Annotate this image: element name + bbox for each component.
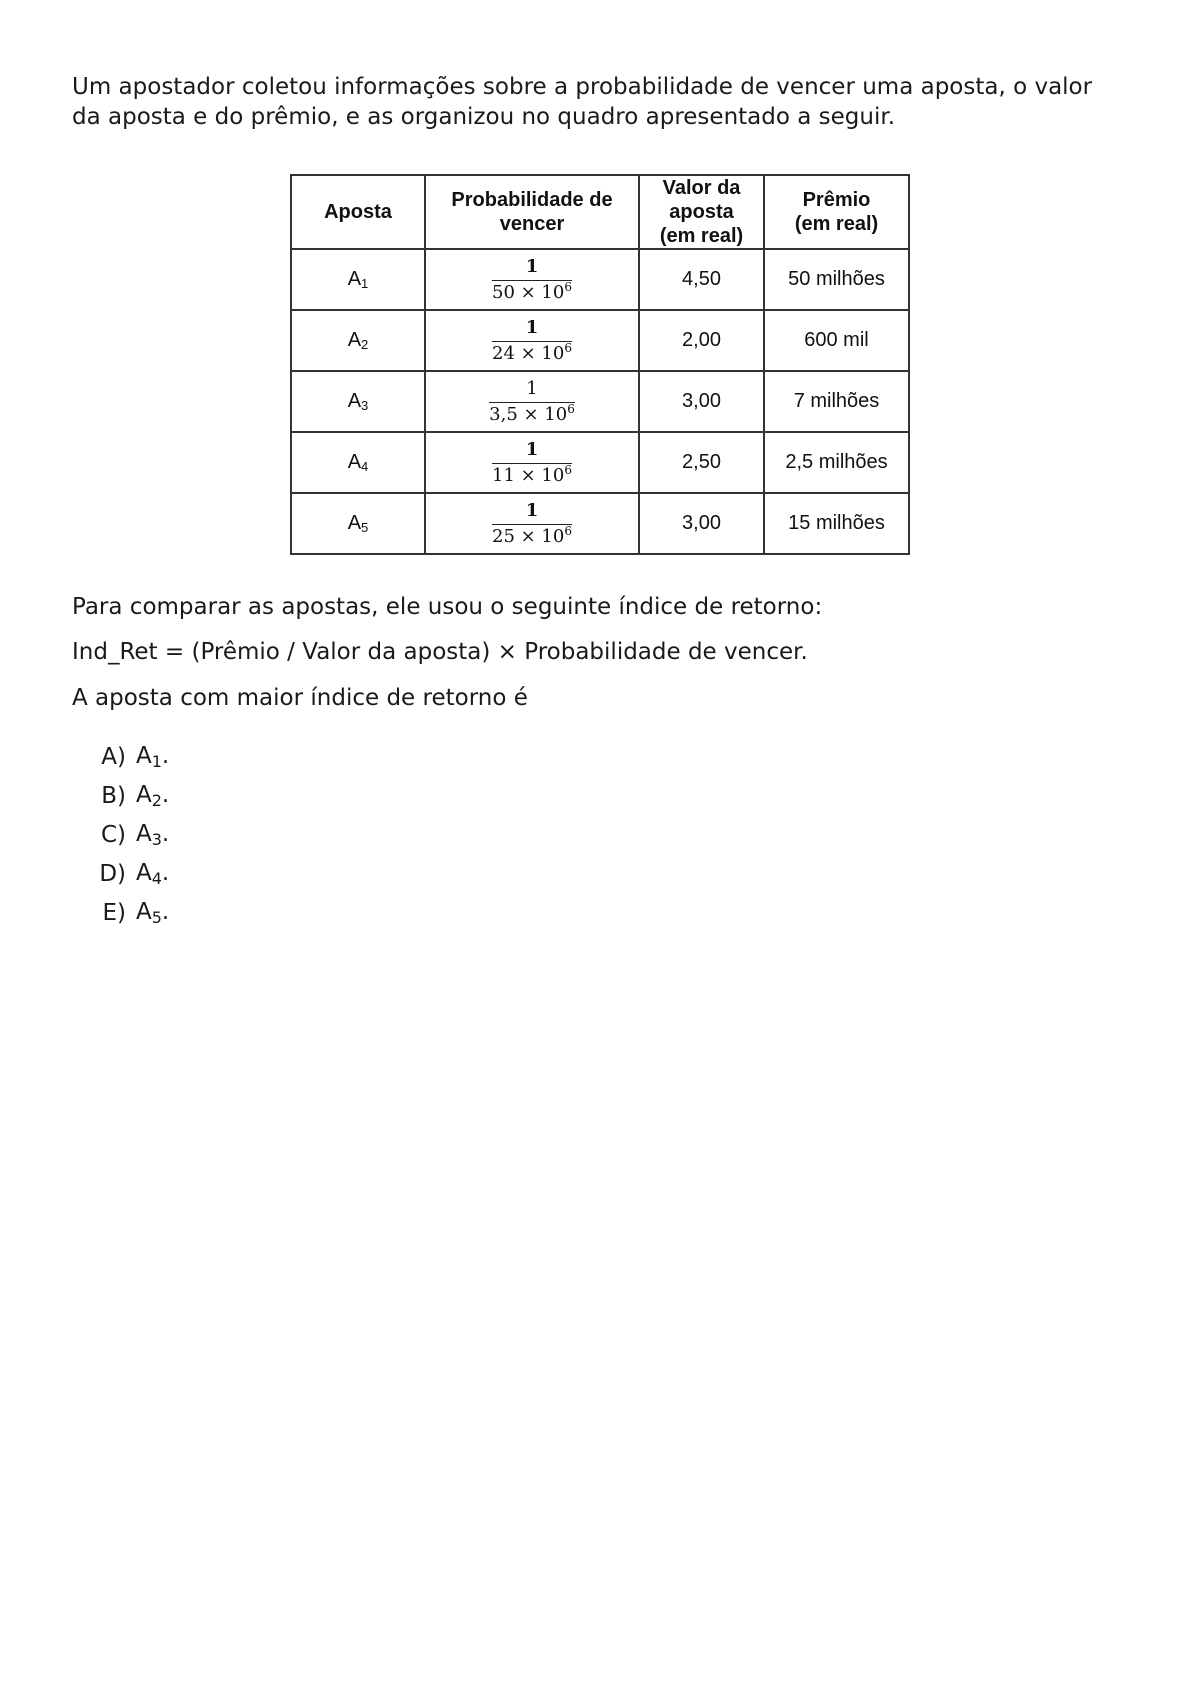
valor-cell: 4,50 xyxy=(639,249,764,310)
valor-cell: 2,50 xyxy=(639,432,764,493)
option-subscript: 3 xyxy=(151,829,162,849)
denominator-exponent: 6 xyxy=(564,463,572,477)
bet-name-cell xyxy=(291,493,425,554)
option-base: A xyxy=(136,859,152,886)
bet-name-cell xyxy=(291,249,425,310)
fraction-denominator xyxy=(492,526,572,548)
fraction-bar xyxy=(492,280,572,281)
denominator-base: 24 × 10 xyxy=(492,343,565,364)
denominator-base: 50 × 10 xyxy=(492,282,565,303)
bet-subscript: 3 xyxy=(361,398,369,413)
premio-cell: 7 milhões xyxy=(764,371,909,432)
option-letter: E) xyxy=(102,899,126,926)
valor-cell: 2,00 xyxy=(639,310,764,371)
option-suffix: . xyxy=(161,898,170,925)
denominator-base: 3,5 × 10 xyxy=(489,404,568,425)
denominator-base: 25 × 10 xyxy=(492,526,565,547)
premio-cell: 15 milhões xyxy=(764,493,909,554)
header-premio-line2: (em real) xyxy=(794,213,879,235)
fraction-numerator: 1 xyxy=(526,378,538,399)
probability-cell xyxy=(425,493,639,554)
header-probabilidade-line2: vencer xyxy=(499,213,565,235)
question-stem: A aposta com maior índice de retorno é xyxy=(72,685,528,711)
option-subscript: 4 xyxy=(151,868,162,888)
bet-letter: A xyxy=(347,390,362,412)
bet-subscript: 2 xyxy=(361,337,369,352)
denominator-exponent: 6 xyxy=(564,341,572,355)
intro-line-2: da aposta e do prêmio, e as organizou no quadro apresentado a seguir. xyxy=(72,104,896,130)
option-subscript: 1 xyxy=(151,751,162,771)
header-valor-line1: Valor da xyxy=(662,177,741,199)
intro-paragraph xyxy=(72,72,1132,132)
option-text xyxy=(136,743,169,771)
option-letter: B) xyxy=(101,782,126,809)
option-subscript: 2 xyxy=(151,790,162,810)
bet-letter: A xyxy=(347,268,362,290)
denominator-base: 11 × 10 xyxy=(492,465,565,486)
bet-letter: A xyxy=(347,512,362,534)
bet-subscript: 5 xyxy=(361,520,369,535)
denominator-exponent: 6 xyxy=(567,402,575,416)
option-e[interactable] xyxy=(92,893,169,932)
bet-subscript: 1 xyxy=(361,276,369,291)
option-base: A xyxy=(136,781,152,808)
valor-cell: 3,00 xyxy=(639,493,764,554)
option-suffix: . xyxy=(161,820,170,847)
fraction-numerator: 1 xyxy=(525,317,539,338)
fraction-denominator xyxy=(492,465,572,487)
fraction-numerator: 1 xyxy=(525,500,539,521)
header-probabilidade xyxy=(425,175,639,249)
header-valor xyxy=(639,175,764,249)
bet-letter: A xyxy=(347,329,362,351)
intro-line-1: Um apostador coletou informações sobre a probabilidade de vencer uma aposta, o valor xyxy=(72,74,1093,100)
option-letter: A) xyxy=(101,743,126,770)
fraction-denominator xyxy=(492,343,572,365)
option-suffix: . xyxy=(161,859,170,886)
denominator-exponent: 6 xyxy=(564,524,572,538)
probability-fraction xyxy=(492,256,572,304)
bets-table xyxy=(290,174,910,555)
premio-cell: 50 milhões xyxy=(764,249,909,310)
header-probabilidade-line1: Probabilidade de xyxy=(451,189,613,211)
header-premio xyxy=(764,175,909,249)
table-row xyxy=(291,493,909,554)
header-valor-line3: (em real) xyxy=(659,225,744,247)
option-c[interactable] xyxy=(92,815,169,854)
header-valor-line2: aposta xyxy=(669,201,734,223)
fraction-denominator xyxy=(492,282,572,304)
option-d[interactable] xyxy=(92,854,169,893)
table-row xyxy=(291,249,909,310)
option-base: A xyxy=(136,820,152,847)
header-aposta: Aposta xyxy=(291,175,425,249)
fraction-bar xyxy=(492,341,572,342)
index-formula-text: Ind_Ret = (Prêmio / Valor da aposta) × Probabilidade de vencer. xyxy=(72,639,808,665)
valor-cell: 3,00 xyxy=(639,371,764,432)
option-a[interactable] xyxy=(92,737,169,776)
fraction-bar xyxy=(492,524,572,525)
probability-fraction xyxy=(492,439,572,487)
table-row xyxy=(291,371,909,432)
probability-cell xyxy=(425,310,639,371)
option-text xyxy=(136,899,169,927)
option-base: A xyxy=(136,898,152,925)
index-intro-text: Para comparar as apostas, ele usou o seguinte índice de retorno: xyxy=(72,594,823,620)
bet-subscript: 4 xyxy=(361,459,369,474)
fraction-numerator: 1 xyxy=(525,256,539,277)
option-text xyxy=(136,821,169,849)
probability-cell xyxy=(425,371,639,432)
table-row xyxy=(291,310,909,371)
option-base: A xyxy=(136,742,152,769)
bet-name-cell xyxy=(291,310,425,371)
answer-options xyxy=(92,737,169,932)
option-b[interactable] xyxy=(92,776,169,815)
bet-name-cell xyxy=(291,432,425,493)
option-subscript: 5 xyxy=(151,907,162,927)
fraction-bar xyxy=(489,402,575,403)
bet-name-cell xyxy=(291,371,425,432)
option-suffix: . xyxy=(161,781,170,808)
option-suffix: . xyxy=(161,742,170,769)
option-letter: C) xyxy=(100,821,126,848)
option-text xyxy=(136,860,169,888)
probability-cell xyxy=(425,249,639,310)
option-letter: D) xyxy=(99,860,126,887)
probability-cell xyxy=(425,432,639,493)
table-row xyxy=(291,432,909,493)
probability-fraction xyxy=(489,378,575,426)
bet-letter: A xyxy=(347,451,362,473)
fraction-bar xyxy=(492,463,572,464)
denominator-exponent: 6 xyxy=(564,280,572,294)
probability-fraction xyxy=(492,317,572,365)
premio-cell: 600 mil xyxy=(764,310,909,371)
fraction-numerator: 1 xyxy=(525,439,539,460)
probability-fraction xyxy=(492,500,572,548)
option-text xyxy=(136,782,169,810)
fraction-denominator xyxy=(489,404,575,426)
table-header-row xyxy=(291,175,909,249)
premio-cell: 2,5 milhões xyxy=(764,432,909,493)
bets-table-container xyxy=(290,174,910,555)
header-premio-line1: Prêmio xyxy=(802,189,871,211)
